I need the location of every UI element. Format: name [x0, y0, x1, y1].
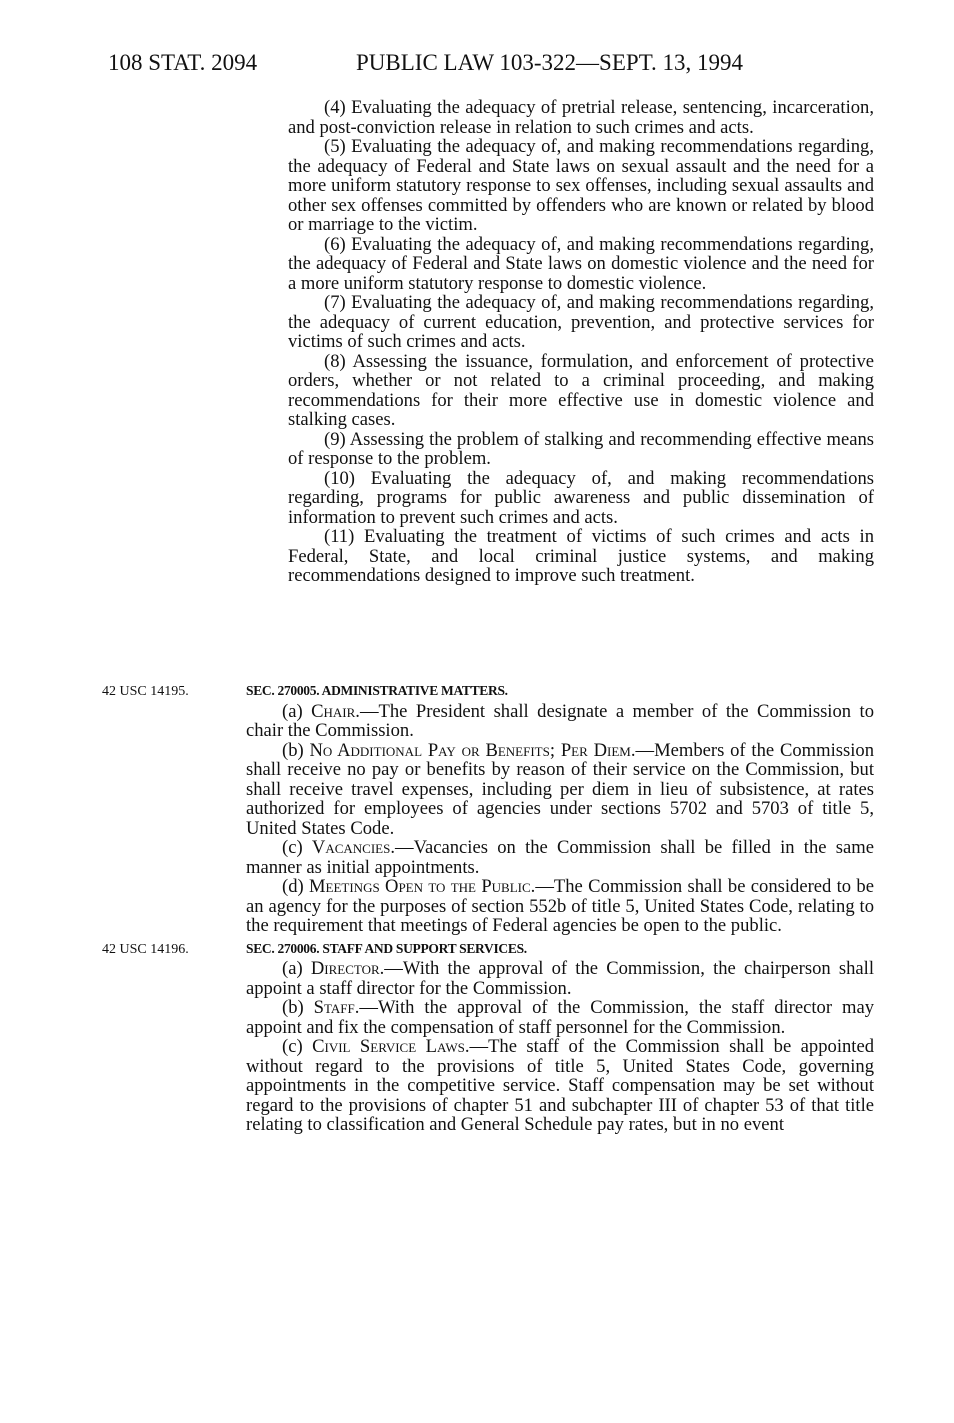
- subsection-label: (c): [282, 837, 312, 858]
- section-heading: SEC. 270006. STAFF AND SUPPORT SERVICES.: [246, 940, 527, 956]
- subsection-b-pay: [246, 741, 874, 839]
- paragraph-8: (8) Assessing the issuance, formulation, and enforcement of protective orders, whether or not related to a criminal proceeding, and making recommendations for their more effective use in domestic violence and stalking cases.: [288, 350, 874, 430]
- paragraph-4: (4) Evaluating the adequacy of pretrial release, sentencing, incarceration, and post-conviction release in relation to such crimes and acts.: [288, 97, 874, 138]
- subsection-title: Meetings Open to the Public.: [309, 876, 536, 897]
- subsection-c-vacancies: [246, 838, 874, 877]
- subsection-label: (c): [282, 1036, 313, 1057]
- usc-margin-note: 42 USC 14196.: [102, 941, 189, 957]
- section-270006-row: [102, 939, 874, 959]
- upper-paragraphs: [288, 98, 874, 586]
- paragraph-7: (7) Evaluating the adequacy of, and making recommendations regarding, the adequacy of current education, prevention, and protective services for victims of such crimes and acts.: [288, 292, 874, 352]
- section-heading: SEC. 270005. ADMINISTRATIVE MATTERS.: [246, 683, 508, 698]
- page-header: [0, 50, 954, 80]
- subsection-label: (d): [282, 876, 309, 897]
- subsection-label: (b): [282, 997, 314, 1018]
- paragraph-11: (11) Evaluating the treatment of victims of such crimes and acts in Federal, State, and local criminal justice systems, and making recommendations designed to improve such treatment.: [288, 526, 874, 586]
- subsection-label: (a): [282, 958, 311, 979]
- lower-sections: [102, 678, 874, 1135]
- subsection-d-meetings: [246, 877, 874, 936]
- subsection-b-staff: [246, 998, 874, 1037]
- paragraph-9: (9) Assessing the problem of stalking and recommending effective means of response to the problem.: [288, 428, 874, 469]
- paragraph-5: (5) Evaluating the adequacy of, and making recommendations regarding, the adequacy of Federal and State laws on sexual assault and the need for a more uniform statutory response to sex offenses, including sexual assaults and other sex offenses committed by offenders who are known or related by blood or marriage to the victim.: [288, 136, 874, 235]
- subsection-a-director: [246, 959, 874, 998]
- subsection-text: —With the approval of the Commission, the chairperson shall appoint a staff director for the Commission.: [246, 958, 874, 999]
- stat-page-number: 108 STAT. 2094: [108, 50, 258, 75]
- subsection-a-chair: [246, 702, 874, 741]
- subsection-text: —The President shall designate a member of the Commission to chair the Commission.: [246, 700, 874, 741]
- subsection-text: —Members of the Commission shall receive no pay or benefits by reason of their service on the Commission, but shall receive travel expenses, including per diem in lieu of subsistence, at rates authorized for employees of agencies under sections 5702 and 5703 of title 5, United States Code.: [246, 739, 874, 839]
- public-law-citation: PUBLIC LAW 103-322—SEPT. 13, 1994: [356, 50, 744, 75]
- paragraph-6: (6) Evaluating the adequacy of, and making recommendations regarding, the adequacy of Federal and State laws on domestic violence and the need for a more uniform statutory response to domestic violence.: [288, 233, 874, 294]
- section-270005-row: [102, 681, 874, 701]
- subsection-c-civil-service: [246, 1037, 874, 1135]
- subsection-title: No Additional Pay or Benefits; Per Diem.: [309, 739, 636, 761]
- subsection-text: —With the approval of the Commission, the staff director may appoint and fix the compensation of staff personnel for the Commission.: [246, 997, 874, 1038]
- subsection-text: —Vacancies on the Commission shall be filled in the same manner as initial appointments.: [246, 837, 874, 878]
- subsection-title: Vacancies.: [311, 837, 396, 858]
- subsection-text: —The Commission shall be considered to be an agency for the purposes of section 552b of title 5, United States Code, relating to the requirement that meetings of Federal agencies be open to the public.: [246, 876, 874, 936]
- subsection-title: Chair.: [311, 700, 360, 722]
- usc-margin-note: 42 USC 14195.: [102, 684, 189, 699]
- subsection-title: Civil Service Laws.: [312, 1036, 470, 1057]
- subsection-title: Staff.: [313, 997, 360, 1018]
- subsection-label: (b): [282, 739, 310, 761]
- subsection-label: (a): [282, 700, 312, 722]
- paragraph-10: (10) Evaluating the adequacy of, and making recommendations regarding, programs for public awareness and public dissemination of information to prevent such crimes and acts.: [288, 467, 874, 528]
- subsection-title: Director.: [310, 958, 385, 979]
- subsection-text: —The staff of the Commission shall be appointed without regard to the provisions of title 5, United States Code, governing appointments in the competitive service. Staff compensation may be set without regard to the provisions of chapter 51 and subchapter III of chapter 53 of that title relating to classification and General Schedule pay rates, but in no event: [246, 1036, 874, 1135]
